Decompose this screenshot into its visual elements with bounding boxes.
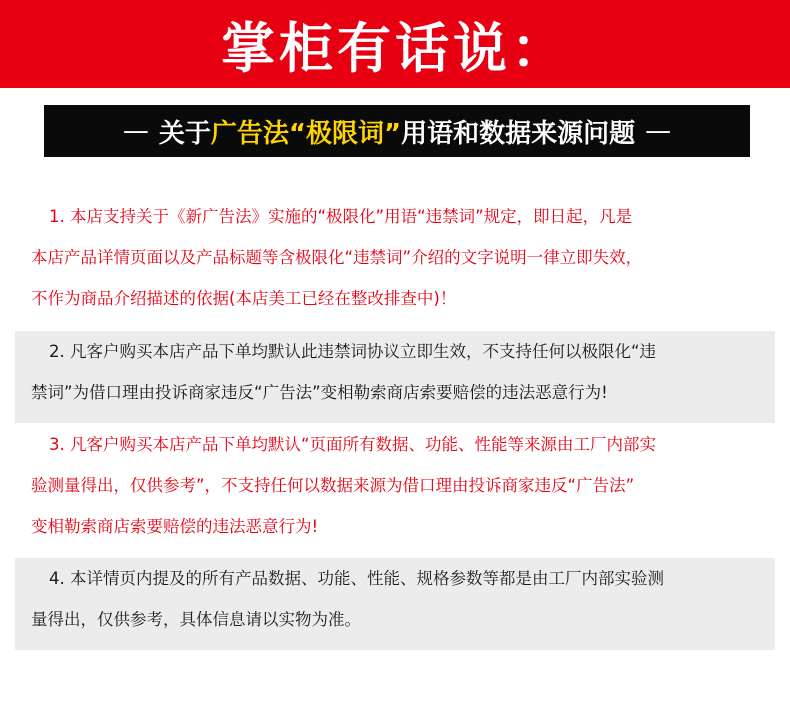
notice-line: 禁词”为借口理由投诉商家违反“广告法”变相勒索商店索要赔偿的违法恶意行为! [31,383,608,402]
left-dash: — [122,116,149,146]
section-subheader [44,105,750,157]
notice-line: 2. 凡客户购买本店产品下单均默认此违禁词协议立即生效，不支持任何以极限化“违 [49,342,657,361]
notice-line: 4. 本详情页内提及的所有产品数据、功能、性能、规格参数等都是由工厂内部实验测 [49,569,664,588]
notice-1 [15,196,775,326]
notice-2 [15,331,775,423]
notice-3 [15,424,775,554]
notice-line: 本店产品详情页面以及产品标题等含极限化“违禁词”介绍的文字说明一律立即失效， [31,248,643,267]
notice-line: 3. 凡客户购买本店产品下单均默认“页面所有数据、功能、性能等来源由工厂内部实 [49,435,657,454]
notice-line: 不作为商品介绍描述的依据(本店美工已经在整改排查中)！ [31,289,457,308]
subheader-highlight: 广告法“极限词” [210,118,402,149]
banner-title: 掌柜有话说： [221,16,569,80]
title-banner [0,0,790,88]
notice-line: 量得出，仅供参考，具体信息请以实物为准。 [31,610,361,629]
right-dash: — [645,116,672,146]
notice-4 [15,558,775,650]
notice-line: 变相勒索商店索要赔偿的违法恶意行为! [31,517,319,536]
subheader-prefix: 关于 [158,118,211,149]
notice-line: 验测量得出，仅供参考”，不支持任何以数据来源为借口理由投诉商家违反“广告法” [31,476,635,495]
notice-line: 1. 本店支持关于《新广告法》实施的“极限化”用语“违禁词”规定，即日起，凡是 [49,207,633,226]
subheader-suffix: 用语和数据来源问题 [401,118,636,149]
